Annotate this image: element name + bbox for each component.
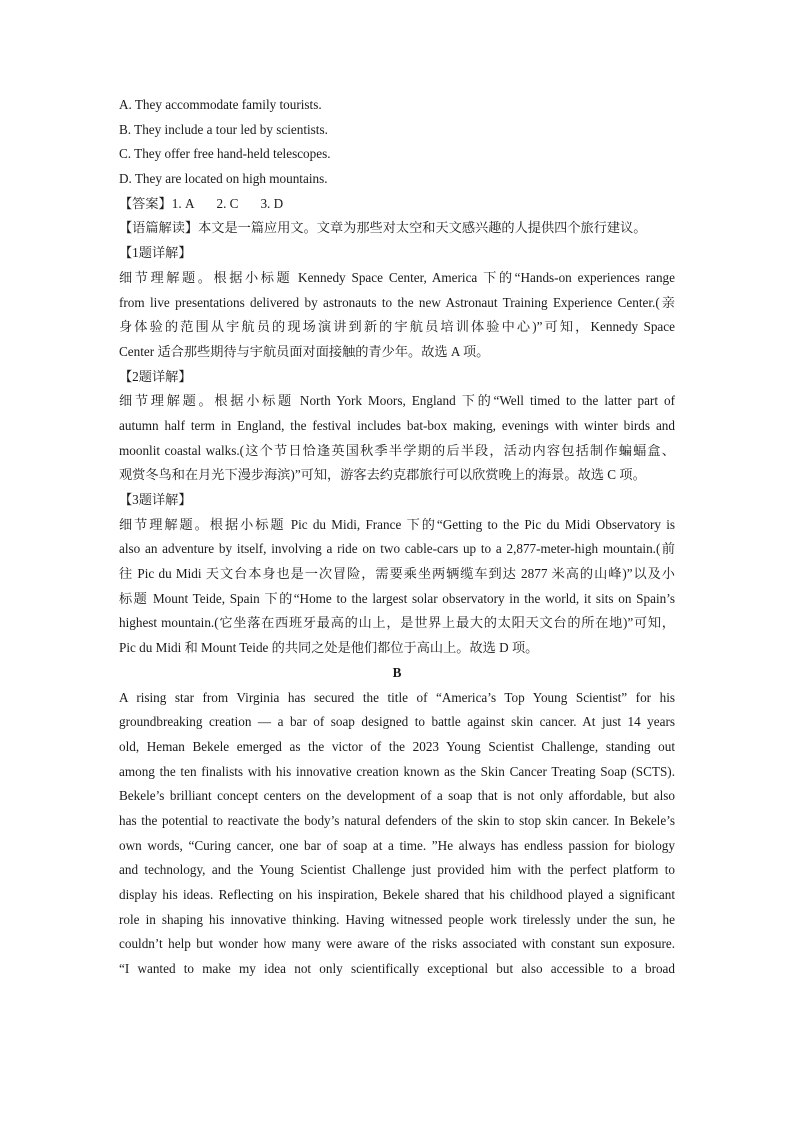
section-b-line: old, Heman Bekele emerged as the victor of the 2023 Young Scientist Challenge, standing out [119, 738, 675, 754]
option-c: C. They offer free hand-held telescopes. [119, 146, 331, 162]
q3-line: also an adventure by itself, involving a ride on two cable-cars up to a 2,877-meter-high mountain.(前 [119, 541, 675, 557]
q2-line: 观赏冬鸟和在月光下漫步海滨)”可知，游客去约克郡旅行可以欣赏晚上的海景。故选 C 项。 [119, 467, 646, 483]
passage-intro: 【语篇解读】本文是一篇应用文。文章为那些对太空和天文感兴趣的人提供四个旅行建议。 [119, 220, 647, 236]
q3-line: 往 Pic du Midi 天文台本身也是一次冒险，需要乘坐两辆缆车到达 2877 米高的山峰)”以及小 [119, 566, 675, 582]
document-page [119, 93, 675, 982]
section-b-line: A rising star from Virginia has secured the title of “America’s Top Young Scientist” for his [119, 689, 675, 705]
section-b-line: and technology, and the Young Scientist Challenge just provided him with the perfect platform to [119, 862, 675, 878]
section-b-heading: B [392, 664, 402, 680]
q3-line: highest mountain.(它坐落在西班牙最高的山上，是世界上最大的太阳天文台的所在地)”可知， [119, 615, 675, 631]
q3-line: Pic du Midi 和 Mount Teide 的共同之处是他们都位于高山上。故选 D 项。 [119, 640, 539, 656]
option-a: A. They accommodate family tourists. [119, 97, 322, 112]
q3-line: 标题 Mount Teide, Spain 下的“Home to the largest solar observatory in the world, it sits on Spain’s [119, 590, 675, 606]
option-b: B. They include a tour led by scientists. [119, 121, 328, 137]
q2-line: autumn half term in England, the festival includes bat-box making, evenings with winter birds and [119, 417, 675, 433]
section-b-line: groundbreaking creation — a bar of soap designed to battle against skin cancer. At just 14 years [119, 714, 675, 730]
section-b-line: couldn’t help but wonder how many were aware of the risks associated with constant sun exposure. [119, 936, 675, 952]
section-b-line: has the potential to reactivate the body’s natural defenders of the skin to stop skin cancer. In Bekele’s [119, 812, 675, 828]
answer-3: 3. D [260, 195, 284, 211]
answer-line [119, 192, 675, 217]
section-b-line: among the ten finalists with his innovative creation known as the Skin Cancer Treating Soap (SCTS). [119, 763, 675, 779]
q1-heading: 【1题详解】 [119, 245, 192, 261]
answer-1: 1. A [171, 195, 195, 211]
section-b-line: “I wanted to make my idea not only scientifically exceptional but also accessible to a broad [119, 961, 675, 977]
answer-2: 2. C [216, 195, 239, 211]
section-b-line: own words, “Curing cancer, one bar of soap at a time. ”He always has endless passion for biology [119, 837, 675, 853]
section-b-line: Bekele’s brilliant concept centers on the development of a soap that is not only affordable, but also [119, 788, 675, 804]
q1-line: 身体验的范围从宇航员的现场演讲到新的宇航员培训体验中心)”可知，Kennedy Space [119, 319, 675, 335]
q1-line: from live presentations delivered by astronauts to the new Astronaut Training Experience Center.(亲 [119, 294, 675, 310]
q1-line: Center 适合那些期待与宇航员面对面接触的青少年。故选 A 项。 [119, 343, 490, 359]
section-b-line: role in shaping his innovative thinking. Having witnessed people work tirelessly under the sun, he [119, 911, 675, 927]
section-b-line: display his ideas. Reflecting on his inspiration, Bekele shared that his childhood played a significant [119, 887, 675, 902]
q3-line: 细节理解题。根据小标题 Pic du Midi, France 下的“Getting to the Pic du Midi Observatory is [119, 516, 675, 532]
q2-heading: 【2题详解】 [119, 368, 192, 384]
answer-label: 【答案】 [119, 195, 172, 211]
q2-line: moonlit coastal walks.(这个节日恰逢英国秋季半学期的后半段，活动内容包括制作蝙蝠盒、 [119, 442, 675, 458]
q1-line: 细节理解题。根据小标题 Kennedy Space Center, America 下的“Hands-on experiences range [119, 269, 675, 285]
option-d: D. They are located on high mountains. [119, 171, 328, 187]
q3-heading: 【3题详解】 [119, 492, 192, 507]
q2-line: 细节理解题。根据小标题 North York Moors, England 下的“Well timed to the latter part of [119, 393, 675, 409]
